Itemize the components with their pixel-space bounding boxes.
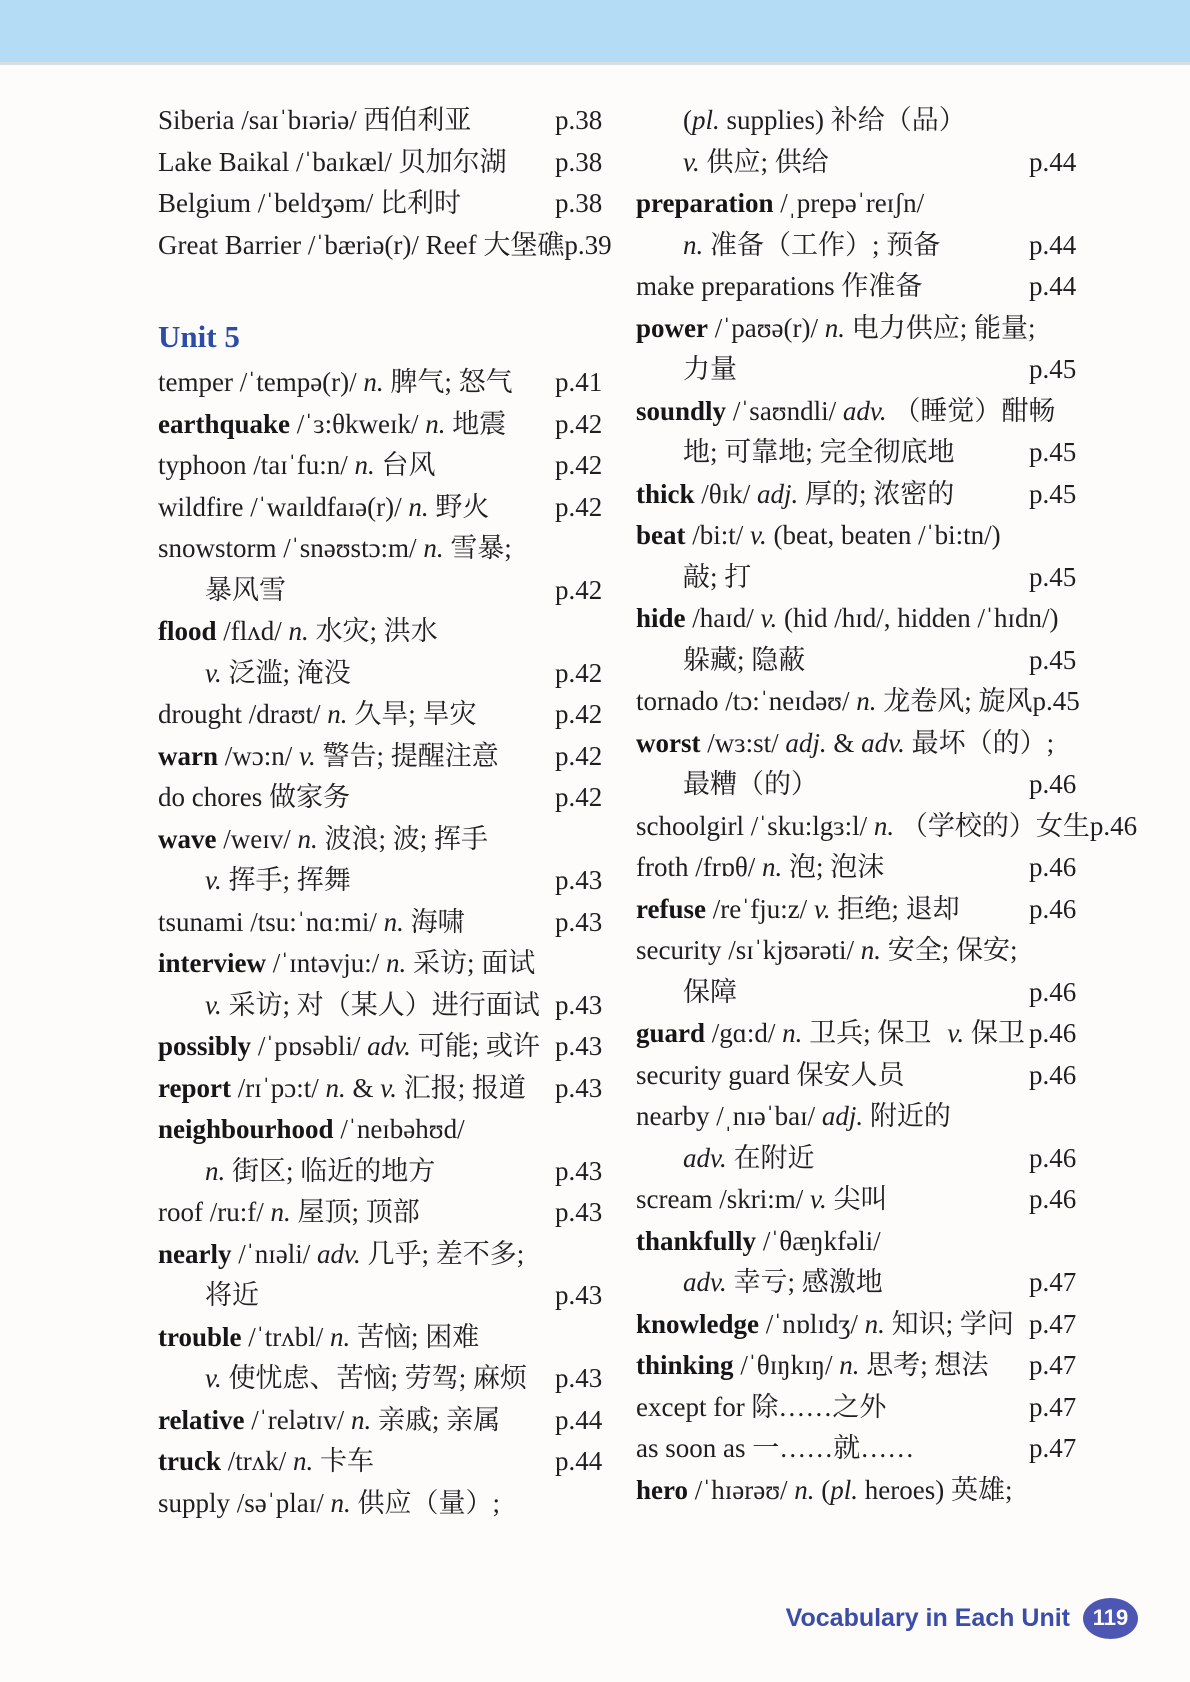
vocab-line — [636, 764, 1091, 806]
entry-text: refuse /reˈfju:z/ v. 拒绝; 退却 — [636, 893, 960, 924]
entry-text: warn /wɔ:n/ v. 警告; 提醒注意 — [158, 740, 499, 771]
vocab-line — [636, 972, 1091, 1014]
entry-text: possibly /ˈpɒsəbli/ adv. 可能; 或许 — [158, 1031, 540, 1061]
vocab-line — [636, 847, 1091, 889]
vocab-line — [636, 557, 1091, 599]
vocab-line — [158, 736, 623, 778]
page-ref — [1029, 930, 1091, 972]
vocab-line — [636, 1304, 1091, 1346]
entry-text: truck /trʌk/ n. 卡车 — [158, 1446, 374, 1476]
page-ref — [1055, 391, 1117, 433]
vocab-line — [158, 404, 623, 446]
page-ref: p.46 — [1029, 1059, 1077, 1090]
entry-text: trouble /ˈtrʌbl/ n. 苦恼; 困难 — [158, 1321, 480, 1352]
page-ref — [555, 1234, 623, 1276]
entry-text: security guard 保安人员 — [636, 1059, 905, 1090]
page-ref: p.46 — [1029, 1018, 1077, 1048]
vocab-line — [158, 860, 623, 902]
vocab-line — [636, 1345, 1091, 1387]
entry-text: flood /flʌd/ n. 水灾; 洪水 — [158, 616, 438, 646]
page-ref: p.47 — [1029, 1350, 1077, 1380]
vocab-line — [158, 100, 623, 142]
entry-text: drought /draʊt/ n. 久旱; 旱灾 — [158, 699, 477, 729]
vocab-line — [636, 1013, 1091, 1055]
page-ref — [555, 1483, 623, 1525]
vocab-line — [158, 1026, 623, 1068]
entry-text: 保障 — [683, 976, 737, 1007]
page-ref — [555, 819, 623, 861]
page-ref: p.45 — [1029, 354, 1077, 384]
entry-text: soundly /ˈsaʊndli/ adv. （睡觉）酣畅 — [636, 395, 1056, 426]
page-number-badge: 119 — [1083, 1598, 1138, 1639]
page-ref: p.43 — [555, 1280, 603, 1310]
vocab-line — [158, 528, 623, 570]
page-ref: p.47 — [1029, 1267, 1077, 1297]
vocab-line — [158, 1400, 623, 1442]
page-ref — [1029, 183, 1091, 225]
page-ref: p.45 — [1029, 437, 1077, 467]
vocab-line — [636, 100, 1091, 142]
vocab-line — [636, 1470, 1091, 1512]
entry-text: n. 准备（工作）; 预备 — [683, 229, 941, 260]
page-ref: p.46 — [1029, 976, 1077, 1007]
entry-text: 暴风雪 — [205, 574, 286, 605]
vocab-line — [636, 474, 1091, 516]
page-ref — [1029, 1221, 1091, 1263]
vocab-line — [158, 142, 623, 184]
vocab-line — [158, 1483, 623, 1525]
vocab-line — [636, 640, 1091, 682]
entry-text: scream /skri:m/ v. 尖叫 — [636, 1184, 888, 1214]
entry-text: adv. 幸亏; 感激地 — [683, 1267, 883, 1297]
vocab-line — [158, 1358, 623, 1400]
entry-text: guard /gɑ:d/ n. 卫兵; 保卫 v. 保卫 — [636, 1018, 1025, 1048]
vocab-line — [158, 611, 623, 653]
vocab-line — [636, 1428, 1091, 1470]
entry-text: 地; 可靠地; 完全彻底地 — [683, 437, 955, 467]
page-ref — [1029, 100, 1091, 142]
page-ref: p.38 — [555, 105, 603, 135]
page-ref: p.44 — [555, 1404, 603, 1435]
entry-text: 敲; 打 — [683, 561, 752, 592]
entry-text: hero /ˈhɪərəʊ/ n. (pl. heroes) 英雄; — [636, 1474, 1013, 1505]
page-ref: p.43 — [555, 1197, 603, 1227]
vocab-line — [636, 1387, 1091, 1429]
vocab-column-left — [158, 100, 623, 1524]
entry-text: snowstorm /ˈsnəʊstɔ:m/ n. 雪暴; — [158, 533, 512, 563]
vocab-line — [158, 225, 623, 267]
entry-text: 力量 — [683, 354, 737, 384]
page-ref: p.42 — [555, 657, 603, 688]
vocab-line — [636, 723, 1091, 765]
entry-text: Great Barrier /ˈbæriə(r)/ Reef 大堡礁 — [158, 229, 565, 260]
entry-text: thankfully /ˈθæŋkfəli/ — [636, 1225, 881, 1256]
vocab-line — [158, 653, 623, 695]
vocab-line — [158, 487, 623, 529]
entry-text: nearly /ˈnɪəli/ adv. 几乎; 差不多; — [158, 1238, 525, 1269]
page-ref: p.42 — [555, 450, 603, 480]
page-ref: p.47 — [1029, 1308, 1077, 1339]
entry-text: (pl. supplies) 补给（品） — [683, 105, 966, 135]
page-ref: p.43 — [555, 906, 603, 937]
page-ref — [1059, 598, 1121, 640]
entry-text: roof /ru:f/ n. 屋顶; 顶部 — [158, 1197, 420, 1227]
entry-text: 躲藏; 隐蔽 — [683, 644, 806, 675]
page-ref: p.45 — [1029, 561, 1077, 592]
entry-text: 最糟（的） — [683, 769, 818, 799]
page-ref: p.47 — [1029, 1433, 1077, 1463]
vocab-line — [636, 1262, 1091, 1304]
entry-text: preparation /ˌprepəˈreɪʃn/ — [636, 188, 925, 218]
page-ref: p.44 — [1029, 271, 1077, 301]
entry-text: v. 泛滥; 淹没 — [205, 657, 351, 688]
entry-text: thick /θɪk/ adj. 厚的; 浓密的 — [636, 478, 955, 509]
page-ref: p.42 — [555, 574, 603, 605]
entry-text: tornado /tɔ:ˈneɪdəʊ/ n. 龙卷风; 旋风 — [636, 686, 1033, 716]
entry-text: make preparations 作准备 — [636, 271, 923, 301]
vocab-line — [636, 142, 1091, 184]
page-ref: p.44 — [1029, 229, 1077, 260]
entry-text: tsunami /tsu:ˈnɑ:mi/ n. 海啸 — [158, 906, 465, 937]
page-ref: p.42 — [555, 699, 603, 729]
page-ref — [555, 943, 623, 985]
entry-text: interview /ˈɪntəvju:/ n. 采访; 面试 — [158, 948, 536, 978]
page-ref: p.43 — [555, 1072, 603, 1103]
vocab-line — [636, 349, 1091, 391]
page-ref: p.46 — [1029, 852, 1077, 882]
vocab-column-right — [636, 100, 1138, 1511]
page-ref: p.46 — [1029, 893, 1077, 924]
entry-text: hide /haɪd/ v. (hid /hɪd/, hidden /ˈhɪdn/) — [636, 603, 1059, 633]
header-bar — [0, 0, 1190, 62]
footer-title: Vocabulary in Each Unit — [785, 1603, 1070, 1632]
entry-text: thinking /ˈθɪŋkɪŋ/ n. 思考; 想法 — [636, 1350, 989, 1380]
page-ref: p.41 — [555, 367, 603, 397]
vocab-line — [636, 183, 1091, 225]
vocab-line — [636, 515, 1091, 557]
page-ref: p.45 — [1029, 644, 1077, 675]
vocab-line — [636, 308, 1091, 350]
vocab-line — [158, 902, 623, 944]
page-ref: p.44 — [555, 1446, 603, 1476]
entry-text: worst /wɜ:st/ adj. & adv. 最坏（的）; — [636, 727, 1055, 758]
vocab-line — [636, 806, 1138, 848]
vocab-line — [636, 1221, 1091, 1263]
entry-text: do chores 做家务 — [158, 782, 350, 812]
vocab-line — [158, 985, 623, 1027]
vocab-line — [158, 1317, 623, 1359]
vocab-line — [636, 889, 1091, 931]
entry-text: n. 街区; 临近的地方 — [205, 1155, 436, 1186]
vocab-line — [158, 362, 623, 404]
vocab-line — [636, 391, 1091, 433]
page-ref: p.39 — [564, 229, 612, 260]
vocab-line — [636, 1179, 1091, 1221]
entry-text: Belgium /ˈbeldʒəm/ 比利时 — [158, 188, 461, 218]
vocab-line — [636, 598, 1091, 640]
entry-text: typhoon /taɪˈfu:n/ n. 台风 — [158, 450, 436, 480]
vocab-line — [158, 1068, 623, 1110]
page-ref: p.42 — [555, 782, 603, 812]
entry-text: as soon as 一……就…… — [636, 1433, 915, 1463]
entry-text: neighbourhood /ˈneɪbəhʊd/ — [158, 1114, 465, 1144]
page-ref: p.42 — [555, 491, 603, 522]
page-ref: p.43 — [555, 1031, 603, 1061]
page-ref: p.38 — [555, 188, 603, 218]
vocab-line — [158, 570, 623, 612]
page-ref: p.43 — [555, 865, 603, 895]
vocab-line — [636, 1096, 1091, 1138]
entry-text: earthquake /ˈɜ:θkweɪk/ n. 地震 — [158, 408, 507, 439]
vocab-line — [158, 183, 623, 225]
page-ref — [555, 611, 623, 653]
vocab-line — [636, 266, 1091, 308]
vocab-line — [158, 1275, 623, 1317]
entry-text: nearby /ˌnɪəˈbaɪ/ adj. 附近的 — [636, 1101, 951, 1131]
page-ref: p.38 — [555, 146, 603, 177]
page-ref — [1029, 1096, 1091, 1138]
vocab-line — [158, 943, 623, 985]
vocab-line — [636, 1138, 1091, 1180]
entry-text: froth /frɒθ/ n. 泡; 泡沫 — [636, 852, 885, 882]
page-ref: p.46 — [1089, 810, 1138, 841]
entry-text: wave /weɪv/ n. 波浪; 波; 挥手 — [158, 823, 488, 854]
entry-text: temper /ˈtempə(r)/ n. 脾气; 怒气 — [158, 367, 513, 397]
page-ref: p.43 — [555, 989, 603, 1020]
page-ref: p.47 — [1029, 1391, 1077, 1422]
page-ref — [555, 1317, 623, 1359]
entry-text: relative /ˈrelətɪv/ n. 亲戚; 亲属 — [158, 1404, 501, 1435]
vocab-line — [158, 819, 623, 861]
page-ref: p.46 — [1029, 769, 1077, 799]
page-ref — [555, 528, 623, 570]
page-ref: p.42 — [555, 408, 603, 439]
vocab-line — [158, 1234, 623, 1276]
entry-text: v. 使忧虑、苦恼; 劳驾; 麻烦 — [205, 1363, 527, 1393]
entry-text: except for 除……之外 — [636, 1391, 887, 1422]
page-ref: p.45 — [1032, 686, 1080, 716]
page-ref: p.43 — [555, 1363, 603, 1393]
entry-text: security /sɪˈkjʊərəti/ n. 安全; 保安; — [636, 935, 1018, 965]
vocab-line — [158, 777, 623, 819]
page-ref — [1029, 515, 1091, 557]
page-ref: p.44 — [1029, 146, 1077, 177]
page-ref: p.46 — [1029, 1184, 1077, 1214]
page-ref: p.45 — [1029, 478, 1077, 509]
vocab-line — [636, 432, 1091, 474]
entry-text: wildfire /ˈwaɪldfaɪə(r)/ n. 野火 — [158, 491, 490, 522]
vocab-line — [158, 1192, 623, 1234]
vocab-line — [158, 445, 623, 487]
vocab-line — [636, 930, 1091, 972]
entry-text: supply /səˈplaɪ/ n. 供应（量）; — [158, 1487, 500, 1518]
vocab-line — [158, 1109, 623, 1151]
entry-text: power /ˈpaʊə(r)/ n. 电力供应; 能量; — [636, 312, 1036, 343]
vocab-line — [636, 1055, 1091, 1097]
entry-text: knowledge /ˈnɒlɪdʒ/ n. 知识; 学问 — [636, 1308, 1014, 1339]
page-ref: p.43 — [555, 1155, 603, 1186]
vocab-line — [636, 225, 1091, 267]
footer — [786, 1596, 1138, 1640]
page-ref — [555, 1109, 623, 1151]
entry-text: adv. 在附近 — [683, 1142, 815, 1173]
page-ref — [1054, 723, 1116, 765]
page-ref — [1036, 308, 1098, 350]
vocab-line — [158, 1441, 623, 1483]
page-ref — [1029, 1470, 1091, 1512]
entry-text: Lake Baikal /ˈbaɪkæl/ 贝加尔湖 — [158, 146, 507, 177]
entry-text: Siberia /saɪˈbɪəriə/ 西伯利亚 — [158, 105, 472, 135]
entry-text: 将近 — [205, 1280, 259, 1310]
entry-text: v. 供应; 供给 — [683, 146, 829, 177]
vocab-line — [636, 681, 1091, 723]
page-ref: p.46 — [1029, 1142, 1077, 1173]
vocab-line — [158, 1151, 623, 1193]
page-ref: p.42 — [555, 740, 603, 771]
entry-text: v. 挥手; 挥舞 — [205, 865, 351, 895]
unit-heading: Unit 5 — [158, 319, 240, 354]
entry-text: schoolgirl /ˈsku:lgɜ:l/ n. （学校的）女生 — [636, 810, 1090, 841]
entry-text: report /rɪˈpɔ:t/ n. & v. 汇报; 报道 — [158, 1072, 526, 1103]
vocab-line — [158, 694, 623, 736]
entry-text: beat /bi:t/ v. (beat, beaten /ˈbi:tn/) — [636, 520, 1001, 550]
entry-text: v. 采访; 对（某人）进行面试 — [205, 989, 540, 1020]
